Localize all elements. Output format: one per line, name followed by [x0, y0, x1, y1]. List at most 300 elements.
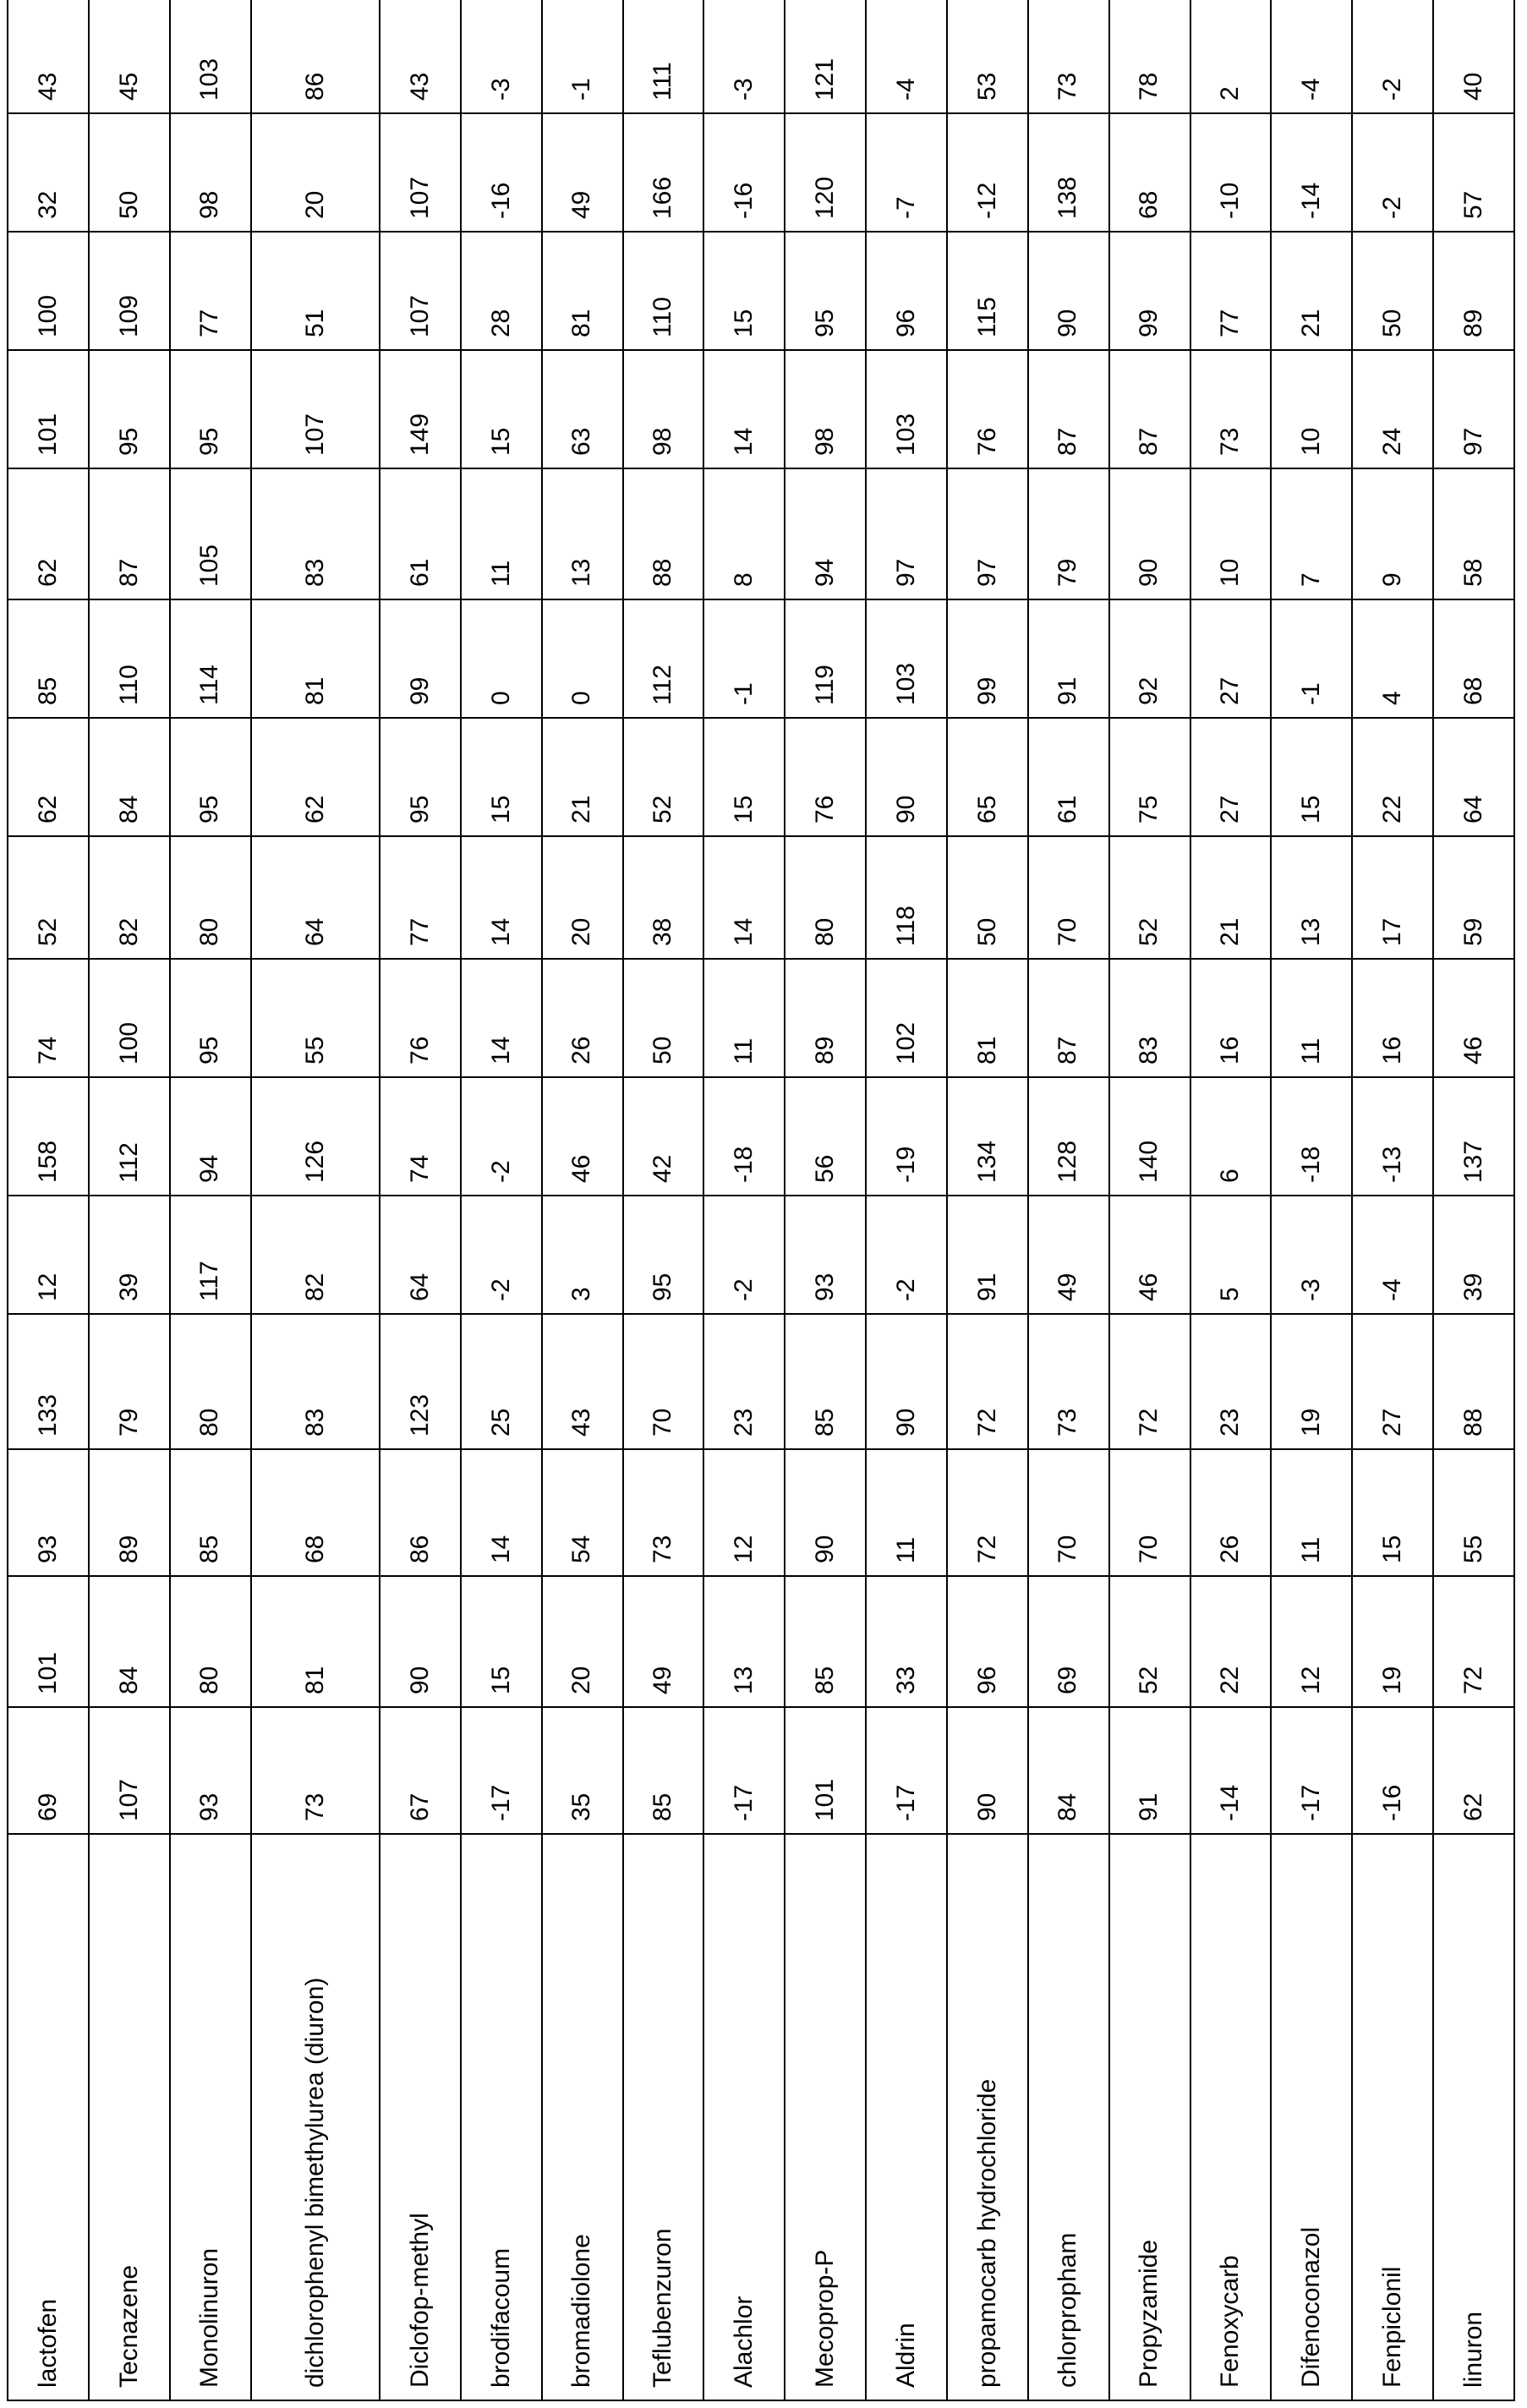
value-cell: 40	[1433, 0, 1514, 113]
value-cell: 62	[251, 718, 380, 836]
value-cell: 64	[380, 1196, 461, 1314]
table-row	[461, 0, 542, 2400]
value-cell: 26	[1190, 1449, 1272, 1576]
value-cell: 0	[542, 599, 623, 718]
compound-name-cell	[542, 1834, 623, 2400]
value-cell: 46	[1433, 959, 1514, 1077]
value-cell: -3	[461, 0, 542, 113]
value-cell: -17	[703, 1707, 785, 1834]
value-cell: 13	[542, 468, 623, 599]
table-body	[8, 0, 1514, 2400]
compound-name-cell	[1352, 1834, 1433, 2400]
value-cell: 121	[785, 0, 866, 113]
value-cell: 15	[703, 718, 785, 836]
value-cell: 21	[1271, 232, 1352, 350]
compound-name-cell	[947, 1834, 1028, 2400]
value-cell: 87	[89, 468, 170, 599]
value-cell: 85	[785, 1576, 866, 1707]
value-cell: 56	[785, 1077, 866, 1196]
value-cell: 11	[866, 1449, 947, 1576]
value-cell: 110	[89, 599, 170, 718]
value-cell: 59	[1433, 836, 1514, 959]
compound-name-cell	[1433, 1834, 1514, 2400]
value-cell: 90	[1028, 232, 1109, 350]
value-cell: 82	[89, 836, 170, 959]
value-cell: 6	[1190, 1077, 1272, 1196]
value-cell: 80	[170, 1314, 251, 1449]
value-cell: 19	[1271, 1314, 1352, 1449]
value-cell: 149	[380, 350, 461, 468]
table-row	[1190, 0, 1272, 2400]
value-cell: 8	[703, 468, 785, 599]
value-cell: 120	[785, 113, 866, 232]
table-row	[1352, 0, 1433, 2400]
compound-name-cell	[1190, 1834, 1272, 2400]
compound-name-cell	[89, 1834, 170, 2400]
value-cell: 73	[623, 1449, 704, 1576]
value-cell: 69	[8, 1707, 89, 1834]
value-cell: 52	[8, 836, 89, 959]
value-cell: 90	[866, 1314, 947, 1449]
value-cell: 101	[785, 1707, 866, 1834]
value-cell: 28	[461, 232, 542, 350]
value-cell: 20	[542, 836, 623, 959]
value-cell: 85	[8, 599, 89, 718]
value-cell: 73	[251, 1707, 380, 1834]
value-cell: 92	[1109, 599, 1190, 718]
value-cell: 70	[1028, 836, 1109, 959]
value-cell: 99	[380, 599, 461, 718]
value-cell: 64	[1433, 718, 1514, 836]
value-cell: 39	[1433, 1196, 1514, 1314]
value-cell: -2	[461, 1196, 542, 1314]
table-row	[703, 0, 785, 2400]
value-cell: -12	[947, 113, 1028, 232]
value-cell: 126	[251, 1077, 380, 1196]
value-cell: 123	[380, 1314, 461, 1449]
value-cell: 107	[380, 232, 461, 350]
value-cell: 83	[251, 468, 380, 599]
value-cell: 77	[380, 836, 461, 959]
value-cell: -2	[1352, 0, 1433, 113]
compound-name-cell	[866, 1834, 947, 2400]
value-cell: 100	[89, 959, 170, 1077]
value-cell: -19	[866, 1077, 947, 1196]
value-cell: 55	[251, 959, 380, 1077]
value-cell: 64	[251, 836, 380, 959]
value-cell: 14	[703, 350, 785, 468]
value-cell: 21	[542, 718, 623, 836]
value-cell: 111	[623, 0, 704, 113]
compound-name-cell	[1109, 1834, 1190, 2400]
value-cell: 95	[170, 718, 251, 836]
value-cell: -1	[1271, 599, 1352, 718]
value-cell: 49	[542, 113, 623, 232]
compound-name-cell	[251, 1834, 380, 2400]
value-cell: 97	[947, 468, 1028, 599]
compound-name: Diclofop-methyl	[405, 2213, 434, 2388]
value-cell: 13	[1271, 836, 1352, 959]
value-cell: 102	[866, 959, 947, 1077]
value-cell: 90	[785, 1449, 866, 1576]
value-cell: 20	[542, 1576, 623, 1707]
value-cell: 94	[785, 468, 866, 599]
value-cell: 22	[1190, 1576, 1272, 1707]
value-cell: 11	[703, 959, 785, 1077]
value-cell: 19	[1352, 1576, 1433, 1707]
value-cell: 95	[89, 350, 170, 468]
value-cell: 49	[1028, 1196, 1109, 1314]
compound-name: Fenpiclonil	[1377, 2266, 1406, 2388]
value-cell: 73	[1028, 0, 1109, 113]
value-cell: -3	[1271, 1196, 1352, 1314]
value-cell: 38	[623, 836, 704, 959]
table-row	[623, 0, 704, 2400]
value-cell: 14	[461, 959, 542, 1077]
value-cell: 107	[89, 1707, 170, 1834]
compound-name-cell	[623, 1834, 704, 2400]
value-cell: 90	[1109, 468, 1190, 599]
value-cell: 103	[866, 599, 947, 718]
compound-name: Tecnazene	[114, 2264, 143, 2388]
value-cell: 89	[1433, 232, 1514, 350]
value-cell: -17	[1271, 1707, 1352, 1834]
value-cell: 50	[947, 836, 1028, 959]
value-cell: 5	[1190, 1196, 1272, 1314]
value-cell: 83	[251, 1314, 380, 1449]
value-cell: -2	[866, 1196, 947, 1314]
value-cell: -3	[703, 0, 785, 113]
value-cell: -16	[461, 113, 542, 232]
value-cell: 74	[380, 1077, 461, 1196]
value-cell: -14	[1271, 113, 1352, 232]
value-cell: 68	[1433, 599, 1514, 718]
value-cell: 70	[1109, 1449, 1190, 1576]
value-cell: 69	[1028, 1576, 1109, 1707]
value-cell: 17	[1352, 836, 1433, 959]
compound-name-cell	[461, 1834, 542, 2400]
value-cell: 52	[623, 718, 704, 836]
value-cell: 115	[947, 232, 1028, 350]
value-cell: 95	[623, 1196, 704, 1314]
value-cell: 10	[1190, 468, 1272, 599]
table-row	[1433, 0, 1514, 2400]
value-cell: 67	[380, 1707, 461, 1834]
value-cell: 43	[542, 1314, 623, 1449]
value-cell: 62	[8, 718, 89, 836]
value-cell: 138	[1028, 113, 1109, 232]
value-cell: 25	[461, 1314, 542, 1449]
value-cell: -13	[1352, 1077, 1433, 1196]
value-cell: 15	[461, 1576, 542, 1707]
value-cell: 26	[542, 959, 623, 1077]
value-cell: 98	[170, 113, 251, 232]
compound-name: chlorpropham	[1054, 2232, 1082, 2388]
value-cell: -18	[1271, 1077, 1352, 1196]
value-cell: -2	[1352, 113, 1433, 232]
value-cell: 23	[1190, 1314, 1272, 1449]
table-row	[8, 0, 89, 2400]
value-cell: 76	[785, 718, 866, 836]
value-cell: 133	[8, 1314, 89, 1449]
value-cell: -4	[866, 0, 947, 113]
value-cell: 101	[8, 350, 89, 468]
rotated-page	[7, 17, 1515, 2401]
value-cell: -17	[461, 1707, 542, 1834]
value-cell: 70	[1028, 1449, 1109, 1576]
value-cell: -2	[461, 1077, 542, 1196]
value-cell: 99	[1109, 232, 1190, 350]
compound-name-cell	[785, 1834, 866, 2400]
value-cell: 84	[1028, 1707, 1109, 1834]
value-cell: 80	[170, 1576, 251, 1707]
compound-name: bromadiolone	[567, 2234, 596, 2388]
value-cell: 87	[1028, 959, 1109, 1077]
value-cell: 53	[947, 0, 1028, 113]
value-cell: 15	[461, 350, 542, 468]
value-cell: 11	[1271, 959, 1352, 1077]
value-cell: 87	[1109, 350, 1190, 468]
value-cell: 12	[703, 1449, 785, 1576]
value-cell: -2	[703, 1196, 785, 1314]
compound-name-cell	[1271, 1834, 1352, 2400]
value-cell: 42	[623, 1077, 704, 1196]
value-cell: 68	[251, 1449, 380, 1576]
value-cell: 45	[89, 0, 170, 113]
value-cell: 57	[1433, 113, 1514, 232]
value-cell: 105	[170, 468, 251, 599]
value-cell: 107	[251, 350, 380, 468]
value-cell: 98	[785, 350, 866, 468]
value-cell: -16	[703, 113, 785, 232]
value-cell: 68	[1109, 113, 1190, 232]
value-cell: 23	[703, 1314, 785, 1449]
compound-name-cell	[8, 1834, 89, 2400]
compound-name: linuron	[1459, 2311, 1487, 2388]
value-cell: -14	[1190, 1707, 1272, 1834]
compound-name: dichlorophenyl bimethylurea (diuron)	[300, 1977, 329, 2388]
value-cell: 89	[89, 1449, 170, 1576]
compound-name-cell	[703, 1834, 785, 2400]
value-cell: 96	[947, 1576, 1028, 1707]
value-cell: 86	[251, 0, 380, 113]
value-cell: 11	[461, 468, 542, 599]
value-cell: 117	[170, 1196, 251, 1314]
value-cell: 73	[1190, 350, 1272, 468]
compound-name: Mecoprop-P	[810, 2249, 839, 2388]
compound-name: Aldrin	[891, 2323, 920, 2388]
compound-name: Propyzamide	[1135, 2239, 1163, 2388]
value-cell: 107	[380, 113, 461, 232]
value-cell: 112	[89, 1077, 170, 1196]
compound-results-table	[7, 0, 1515, 2401]
value-cell: 109	[89, 232, 170, 350]
value-cell: 95	[785, 232, 866, 350]
value-cell: 82	[251, 1196, 380, 1314]
value-cell: 62	[1433, 1707, 1514, 1834]
value-cell: 76	[380, 959, 461, 1077]
value-cell: 97	[1433, 350, 1514, 468]
value-cell: 119	[785, 599, 866, 718]
value-cell: 24	[1352, 350, 1433, 468]
value-cell: 55	[1433, 1449, 1514, 1576]
value-cell: 11	[1271, 1449, 1352, 1576]
value-cell: -16	[1352, 1707, 1433, 1834]
value-cell: 134	[947, 1077, 1028, 1196]
value-cell: 79	[1028, 468, 1109, 599]
value-cell: 12	[8, 1196, 89, 1314]
value-cell: 94	[170, 1077, 251, 1196]
compound-name-cell	[1028, 1834, 1109, 2400]
value-cell: 81	[251, 1576, 380, 1707]
value-cell: 87	[1028, 350, 1109, 468]
value-cell: 46	[1109, 1196, 1190, 1314]
value-cell: 72	[947, 1314, 1028, 1449]
value-cell: 15	[1352, 1449, 1433, 1576]
value-cell: 72	[1433, 1576, 1514, 1707]
value-cell: 88	[623, 468, 704, 599]
value-cell: 98	[623, 350, 704, 468]
value-cell: 128	[1028, 1077, 1109, 1196]
value-cell: 43	[8, 0, 89, 113]
value-cell: 114	[170, 599, 251, 718]
value-cell: 85	[623, 1707, 704, 1834]
value-cell: -4	[1271, 0, 1352, 113]
value-cell: 4	[1352, 599, 1433, 718]
compound-name: Teflubenzuron	[649, 2228, 677, 2388]
table-row	[251, 0, 380, 2400]
value-cell: 158	[8, 1077, 89, 1196]
compound-name: brodifacoum	[486, 2247, 515, 2388]
compound-name: Fenoxycarb	[1216, 2255, 1245, 2388]
value-cell: 50	[89, 113, 170, 232]
value-cell: 76	[947, 350, 1028, 468]
value-cell: 27	[1352, 1314, 1433, 1449]
value-cell: 14	[461, 1449, 542, 1576]
value-cell: 93	[785, 1196, 866, 1314]
value-cell: 93	[8, 1449, 89, 1576]
compound-name: Monolinuron	[195, 2247, 224, 2388]
value-cell: -1	[542, 0, 623, 113]
value-cell: 62	[8, 468, 89, 599]
value-cell: 77	[170, 232, 251, 350]
value-cell: 54	[542, 1449, 623, 1576]
value-cell: 93	[170, 1707, 251, 1834]
value-cell: 95	[170, 959, 251, 1077]
value-cell: 84	[89, 718, 170, 836]
value-cell: 58	[1433, 468, 1514, 599]
value-cell: 74	[8, 959, 89, 1077]
table-row	[1271, 0, 1352, 2400]
value-cell: 43	[380, 0, 461, 113]
value-cell: 96	[866, 232, 947, 350]
value-cell: 103	[866, 350, 947, 468]
value-cell: 33	[866, 1576, 947, 1707]
table-row	[1028, 0, 1109, 2400]
value-cell: 78	[1109, 0, 1190, 113]
value-cell: 90	[866, 718, 947, 836]
value-cell: 15	[1271, 718, 1352, 836]
value-cell: 70	[623, 1314, 704, 1449]
value-cell: -17	[866, 1707, 947, 1834]
compound-name: lactofen	[33, 2298, 62, 2388]
table-row	[785, 0, 866, 2400]
value-cell: 80	[170, 836, 251, 959]
value-cell: -1	[703, 599, 785, 718]
value-cell: 52	[1109, 1576, 1190, 1707]
value-cell: 21	[1190, 836, 1272, 959]
value-cell: 32	[8, 113, 89, 232]
value-cell: 75	[1109, 718, 1190, 836]
value-cell: 9	[1352, 468, 1433, 599]
value-cell: 52	[1109, 836, 1190, 959]
value-cell: 137	[1433, 1077, 1514, 1196]
value-cell: 0	[461, 599, 542, 718]
value-cell: 20	[251, 113, 380, 232]
value-cell: 22	[1352, 718, 1433, 836]
value-cell: 91	[947, 1196, 1028, 1314]
value-cell: 86	[380, 1449, 461, 1576]
value-cell: 95	[380, 718, 461, 836]
value-cell: 79	[89, 1314, 170, 1449]
value-cell: 85	[785, 1314, 866, 1449]
value-cell: 77	[1190, 232, 1272, 350]
value-cell: 65	[947, 718, 1028, 836]
value-cell: 140	[1109, 1077, 1190, 1196]
table-row	[542, 0, 623, 2400]
value-cell: 100	[8, 232, 89, 350]
value-cell: 95	[170, 350, 251, 468]
value-cell: 15	[703, 232, 785, 350]
value-cell: -7	[866, 113, 947, 232]
value-cell: 15	[461, 718, 542, 836]
value-cell: 99	[947, 599, 1028, 718]
value-cell: 89	[785, 959, 866, 1077]
table-row	[1109, 0, 1190, 2400]
value-cell: 112	[623, 599, 704, 718]
value-cell: 3	[542, 1196, 623, 1314]
value-cell: 88	[1433, 1314, 1514, 1449]
compound-name: propamocarb hydrochloride	[972, 2078, 1001, 2388]
value-cell: 16	[1190, 959, 1272, 1077]
table-row	[947, 0, 1028, 2400]
table-row	[866, 0, 947, 2400]
value-cell: 49	[623, 1576, 704, 1707]
value-cell: 110	[623, 232, 704, 350]
value-cell: 72	[947, 1449, 1028, 1576]
value-cell: 14	[703, 836, 785, 959]
value-cell: 27	[1190, 718, 1272, 836]
table-row	[89, 0, 170, 2400]
value-cell: 91	[1028, 599, 1109, 718]
compound-name: Difenoconazol	[1297, 2226, 1326, 2388]
value-cell: 13	[703, 1576, 785, 1707]
value-cell: 81	[947, 959, 1028, 1077]
value-cell: 51	[251, 232, 380, 350]
table-row	[170, 0, 251, 2400]
table-row	[380, 0, 461, 2400]
value-cell: 80	[785, 836, 866, 959]
value-cell: 10	[1271, 350, 1352, 468]
value-cell: 166	[623, 113, 704, 232]
value-cell: 73	[1028, 1314, 1109, 1449]
value-cell: 61	[1028, 718, 1109, 836]
value-cell: -4	[1352, 1196, 1433, 1314]
value-cell: 50	[623, 959, 704, 1077]
value-cell: 91	[1109, 1707, 1190, 1834]
value-cell: 63	[542, 350, 623, 468]
value-cell: -18	[703, 1077, 785, 1196]
